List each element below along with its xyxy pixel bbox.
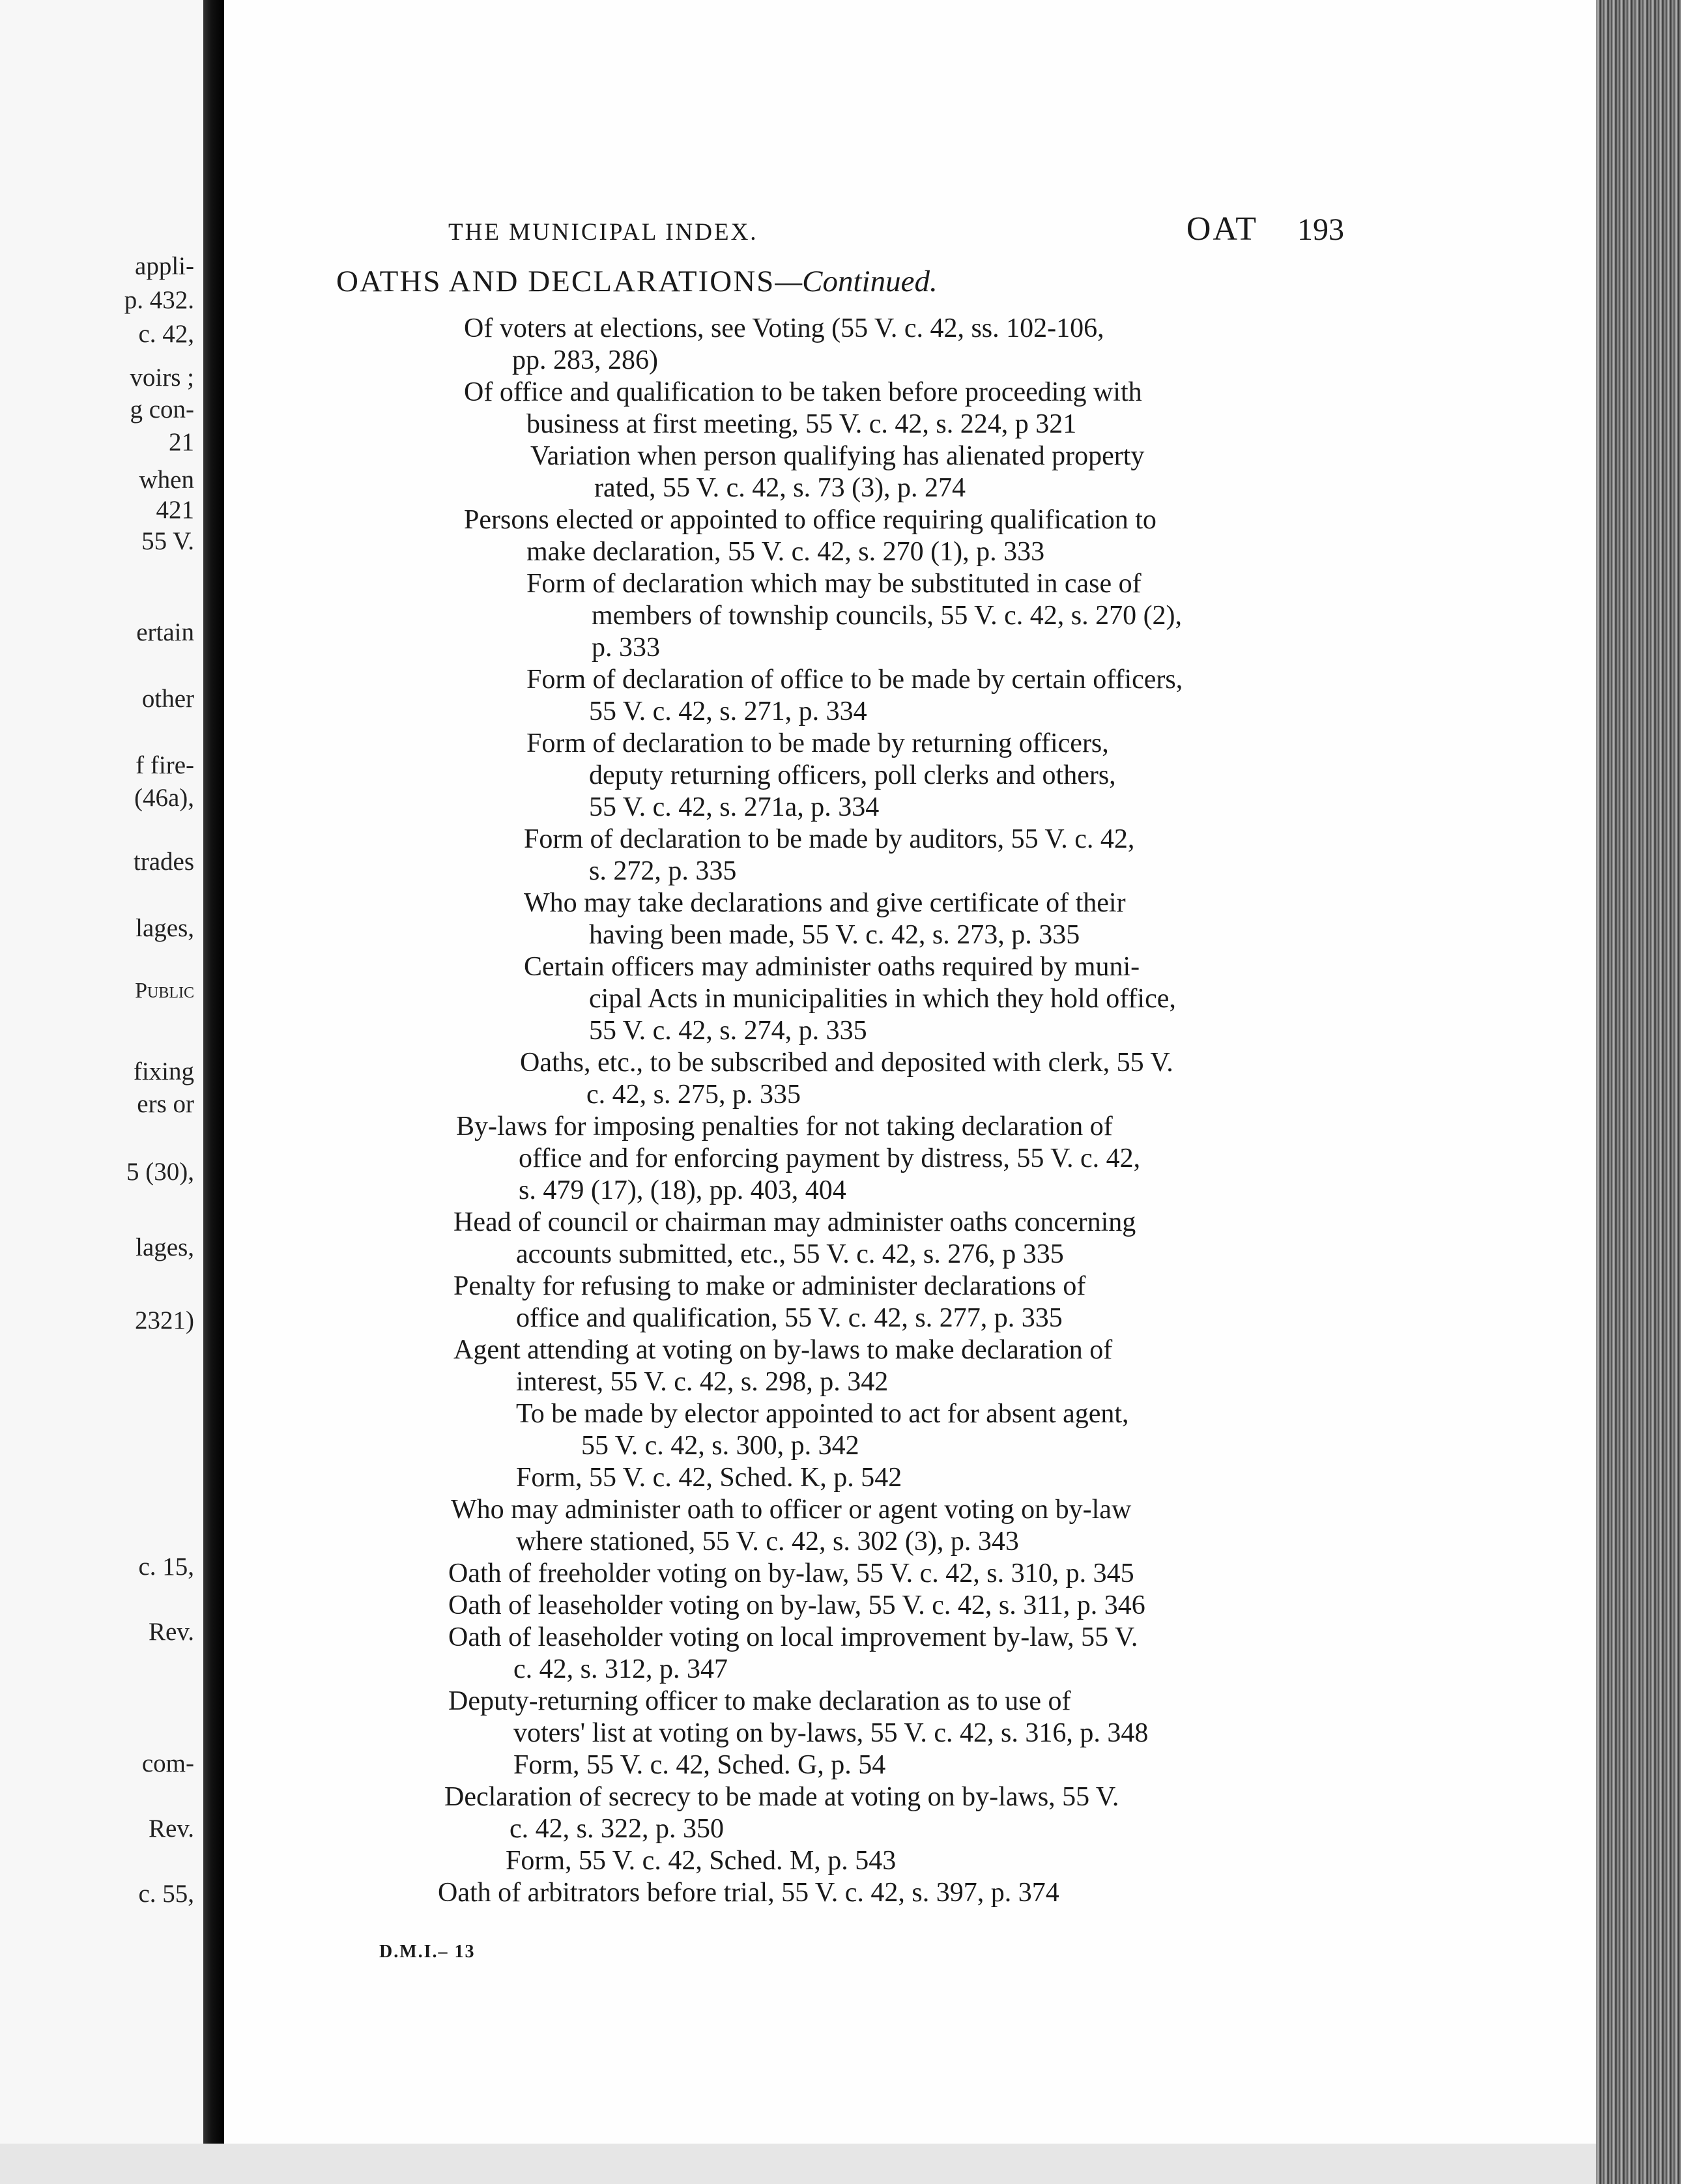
index-entry-line: Oath of leaseholder voting on local improvement by-law, 55 V. [448, 1622, 1138, 1652]
left-page-line: (46a), [134, 784, 194, 812]
left-page-fragment [0, 0, 203, 2184]
left-page-line: fixing [133, 1057, 194, 1085]
left-page-line: c. 55, [138, 1880, 194, 1908]
left-page-line: 421 [156, 496, 194, 524]
running-title: THE MUNICIPAL INDEX. [448, 219, 758, 246]
index-entry-line: Form of declaration to be made by returning officers, [526, 728, 1109, 758]
index-entry-line: Form, 55 V. c. 42, Sched. K, p. 542 [516, 1463, 902, 1493]
index-entry-line: voters' list at voting on by-laws, 55 V. c. 42, s. 316, p. 348 [513, 1718, 1149, 1748]
left-page-line: appli- [135, 252, 194, 280]
left-page-line: c. 42, [138, 320, 194, 348]
left-page-line: 21 [169, 428, 194, 456]
index-entry-line: Form, 55 V. c. 42, Sched. G, p. 54 [513, 1750, 886, 1780]
index-entry-line: c. 42, s. 322, p. 350 [510, 1814, 724, 1844]
index-entry-line: Persons elected or appointed to office requiring qualification to [464, 505, 1157, 535]
index-entry-line: having been made, 55 V. c. 42, s. 273, p. 335 [589, 920, 1080, 950]
bottom-margin-strip [0, 2144, 1596, 2184]
continued-label: —Continued. [775, 265, 938, 298]
left-page-line: com- [141, 1749, 194, 1777]
section-heading [336, 264, 938, 299]
left-page-line: lages, [136, 1233, 194, 1261]
left-page-line: g con- [130, 395, 194, 424]
page-edges [1596, 0, 1681, 2184]
left-page-line: 5 (30), [126, 1158, 194, 1186]
index-entry-line: Form of declaration of office to be made by certain officers, [526, 665, 1183, 695]
index-entry-line: cipal Acts in municipalities in which they hold office, [589, 984, 1176, 1014]
left-page-line: Public [135, 979, 194, 1003]
left-page-line: f fire- [136, 751, 194, 779]
index-entry-line: Oath of leaseholder voting on by-law, 55 V. c. 42, s. 311, p. 346 [448, 1590, 1145, 1620]
book-gutter [203, 0, 224, 2184]
index-entry-line: To be made by elector appointed to act for absent agent, [516, 1399, 1129, 1429]
index-entry-line: members of township councils, 55 V. c. 42, s. 270 (2), [592, 601, 1183, 631]
index-entry-line: Agent attending at voting on by-laws to make declaration of [453, 1335, 1113, 1365]
index-entry-line: Declaration of secrecy to be made at voting on by-laws, 55 V. [444, 1782, 1119, 1812]
left-page-line: trades [133, 848, 194, 876]
section-title: OATHS AND DECLARATIONS [336, 265, 775, 298]
index-entry-line: Of voters at elections, see Voting (55 V. c. 42, ss. 102-106, [464, 313, 1104, 343]
left-page-line: ertain [136, 618, 194, 646]
left-page-line: when [139, 466, 194, 494]
index-entry-line: interest, 55 V. c. 42, s. 298, p. 342 [516, 1367, 889, 1397]
index-entry-line: rated, 55 V. c. 42, s. 73 (3), p. 274 [594, 473, 966, 503]
index-entry-line: office and qualification, 55 V. c. 42, s. 277, p. 335 [516, 1303, 1063, 1333]
running-head [448, 210, 1344, 248]
left-page-line: Rev. [148, 1815, 194, 1843]
index-entry-line: 55 V. c. 42, s. 271, p. 334 [589, 697, 867, 726]
left-page-line: other [141, 685, 194, 713]
left-page-line: ers or [137, 1090, 194, 1118]
index-entry-line: c. 42, s. 275, p. 335 [586, 1080, 801, 1110]
index-entry-line: Who may administer oath to officer or agent voting on by-law [451, 1495, 1132, 1525]
left-page-line: Rev. [148, 1618, 194, 1646]
index-entry-line: Who may take declarations and give certificate of their [524, 888, 1126, 918]
left-page-line: c. 15, [138, 1553, 194, 1581]
index-entry-line: Oath of arbitrators before trial, 55 V. c. 42, s. 397, p. 374 [438, 1878, 1059, 1908]
index-entry-line: Certain officers may administer oaths required by muni- [524, 952, 1140, 982]
running-head-right [1186, 210, 1344, 248]
index-entry-line: By-laws for imposing penalties for not taking declaration of [456, 1112, 1113, 1142]
index-entry-line: pp. 283, 286) [512, 345, 658, 375]
index-entry-line: 55 V. c. 42, s. 271a, p. 334 [589, 792, 880, 822]
index-entry-line: Deputy-returning officer to make declaration as to use of [448, 1686, 1071, 1716]
left-page-line: 2321) [135, 1306, 194, 1334]
index-entry-line: Penalty for refusing to make or administer declarations of [453, 1271, 1086, 1301]
index-entry-line: Form, 55 V. c. 42, Sched. M, p. 543 [506, 1846, 897, 1876]
left-page-line: voirs ; [130, 364, 194, 392]
index-entry-line: where stationed, 55 V. c. 42, s. 302 (3), p. 343 [516, 1527, 1019, 1557]
page-number: 193 [1297, 212, 1344, 247]
signature-mark: D.M.I.– 13 [379, 1942, 476, 1962]
left-page-line: 55 V. [141, 527, 194, 555]
index-entry-line: accounts submitted, etc., 55 V. c. 42, s. 276, p 335 [516, 1239, 1064, 1269]
index-entry-line: Form of declaration which may be substituted in case of [526, 569, 1142, 599]
index-entry-line: Of office and qualification to be taken before proceeding with [464, 377, 1142, 407]
index-entry-line: s. 479 (17), (18), pp. 403, 404 [519, 1175, 846, 1205]
index-entry-line: p. 333 [592, 633, 660, 663]
index-entry-line: business at first meeting, 55 V. c. 42, s. 224, p 321 [526, 409, 1077, 439]
index-entry-line: Oath of freeholder voting on by-law, 55 V. c. 42, s. 310, p. 345 [448, 1559, 1134, 1588]
index-entry-line: Oaths, etc., to be subscribed and deposited with clerk, 55 V. [520, 1048, 1173, 1078]
index-entry-line: Form of declaration to be made by auditors, 55 V. c. 42, [524, 824, 1135, 854]
index-entry-line: 55 V. c. 42, s. 300, p. 342 [581, 1431, 859, 1461]
left-page-line: lages, [136, 914, 194, 942]
index-entry-line: office and for enforcing payment by distress, 55 V. c. 42, [519, 1143, 1141, 1173]
index-entry-line: Variation when person qualifying has alienated property [530, 441, 1145, 471]
index-entry-line: deputy returning officers, poll clerks and others, [589, 760, 1116, 790]
left-page-line: p. 432. [124, 286, 194, 314]
index-entry-line: c. 42, s. 312, p. 347 [513, 1654, 728, 1684]
index-entry-line: make declaration, 55 V. c. 42, s. 270 (1), p. 333 [526, 537, 1045, 567]
index-entry-line: s. 272, p. 335 [589, 856, 737, 886]
catchword: OAT [1186, 210, 1258, 248]
index-entry-line: 55 V. c. 42, s. 274, p. 335 [589, 1016, 867, 1046]
index-entry-line: Head of council or chairman may administer oaths concerning [453, 1207, 1136, 1237]
